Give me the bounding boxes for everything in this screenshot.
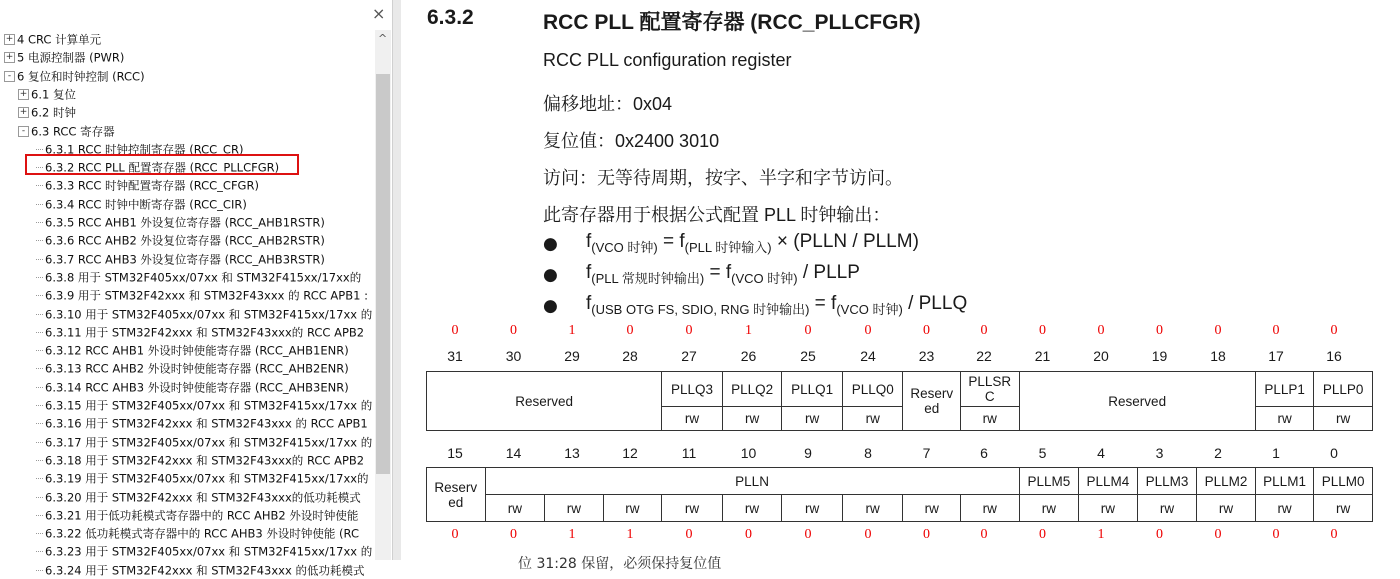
tree-item[interactable] (36, 341, 349, 359)
tree-item[interactable] (18, 103, 76, 121)
tree-item-label: 6.3.1 RCC 时钟控制寄存器 (RCC_CR) (45, 142, 244, 157)
access-rw: rw (842, 407, 903, 431)
bit-number: 11 (681, 445, 697, 461)
reset-value-text: 复位值：0x2400 3010 (543, 131, 720, 151)
tree-item[interactable] (36, 286, 368, 304)
bullet-icon: ● (543, 296, 558, 316)
bit-number: 12 (622, 445, 638, 461)
reset-value-bit: 0 (1039, 527, 1046, 542)
reset-value-bit: 1 (1097, 527, 1105, 542)
bit-number: 4 (1097, 445, 1105, 461)
tree-item[interactable] (36, 378, 349, 396)
tree-item[interactable] (36, 542, 372, 560)
bit-number: 17 (1268, 348, 1284, 364)
footer-text-fragment: 位 31:28 保留，必须保持复位值 (518, 556, 722, 572)
access-rw: rw (1137, 495, 1197, 522)
reset-value-bit: 0 (864, 323, 872, 338)
bit-number: 23 (918, 348, 935, 364)
formula-pllp: $f_{(PLL 常规时钟输出)} = f_{(VCO 时钟)}$ / PLLP (586, 262, 860, 286)
tree-connector (36, 533, 43, 534)
field-pllm1: PLLM1 (1255, 468, 1314, 495)
tree-item[interactable] (36, 250, 325, 268)
tree-item-label: 6.3.20 用于 STM32F42xxx 和 STM32F43xxx的低功耗模式 (45, 490, 361, 504)
bit-number: 29 (564, 348, 580, 364)
tree-item[interactable] (36, 359, 349, 377)
bit-number: 0 (1330, 445, 1338, 461)
field-pllm3: PLLM3 (1137, 468, 1197, 495)
collapse-icon[interactable]: - (18, 126, 29, 137)
reset-value-bit: 0 (864, 527, 872, 542)
bit-number: 3 (1155, 445, 1164, 461)
tree-item-label: 6.3.23 用于 STM32F405xx/07xx 和 STM32F415xx/17xx 的 (45, 544, 373, 559)
bullet-icon: ● (543, 234, 558, 254)
field-pllp0: PLLP0 (1314, 372, 1373, 407)
field-reserved: Reserved (427, 372, 662, 431)
access-rw: rw (722, 495, 782, 522)
tree-item[interactable] (18, 122, 115, 140)
access-text: 访问：无等待周期，按字、半字和字节访问。 (543, 168, 903, 188)
field-pllm2: PLLM2 (1197, 468, 1256, 495)
tree-connector (36, 259, 43, 260)
field-pllq3: PLLQ3 (662, 372, 723, 407)
reset-value-bit: 0 (1097, 323, 1105, 338)
reset-value-bit: 0 (685, 527, 693, 542)
bullet-icon: ● (543, 265, 558, 285)
tree-item[interactable] (36, 305, 372, 323)
scrollbar-thumb[interactable] (376, 74, 390, 474)
access-rw: rw (1314, 495, 1373, 522)
purpose-text: 此寄存器用于根据公式配置 PLL 时钟输出： (543, 205, 891, 225)
bit-number: 24 (860, 348, 876, 364)
tree-item-label: 6.3.21 用于低功耗模式寄存器中的 RCC AHB2 外设时钟使能 (45, 508, 359, 523)
access-rw: rw (1255, 407, 1314, 431)
field-reserved: Reserv ed (903, 372, 961, 431)
formula-pllq: $f_{(USB OTG FS, SDIO, RNG 时钟输出)} = f_{(VCO 时钟)}$ / PLLQ (586, 293, 968, 317)
field-pllsrc: PLLSR C (961, 372, 1020, 407)
collapse-icon[interactable]: - (4, 71, 15, 82)
tree-item[interactable] (4, 30, 101, 48)
field-reserved: Reserved (1019, 372, 1255, 431)
reset-value-bit: 0 (980, 323, 988, 338)
bit-number: 22 (976, 348, 992, 364)
tree-connector (36, 185, 43, 186)
tree-connector (36, 387, 43, 388)
offset-text: 偏移地址：0x04 (543, 94, 673, 114)
reset-value-bit: 0 (626, 323, 634, 338)
access-rw: rw (722, 407, 782, 431)
access-rw: rw (782, 495, 843, 522)
reset-value-bit: 0 (451, 323, 459, 338)
tree-item-label: 6.3.19 用于 STM32F405xx/07xx 和 STM32F415xx/17xx的 (45, 471, 369, 486)
reset-value-bit: 1 (568, 323, 576, 338)
tree-connector (36, 460, 43, 461)
access-rw: rw (1079, 495, 1138, 522)
access-rw: rw (545, 495, 604, 522)
reset-value-bit: 0 (1039, 323, 1046, 338)
tree-connector (36, 405, 43, 406)
tree-item[interactable] (36, 268, 361, 286)
access-rw: rw (782, 407, 843, 431)
access-rw: rw (961, 407, 1020, 431)
tree-connector (36, 570, 43, 571)
reset-value-bit: 0 (685, 323, 693, 338)
reset-value-bit: 0 (1272, 527, 1280, 542)
field-pllm5: PLLM5 (1019, 468, 1079, 495)
tree-item-label: 6.3.24 用于 STM32F42xxx 和 STM32F43xxx 的低功耗模式 (45, 563, 365, 578)
document-page (400, 0, 1400, 572)
reset-value-bit: 0 (1272, 323, 1280, 338)
tree-item[interactable] (36, 488, 361, 506)
tree-item[interactable] (18, 85, 76, 103)
expand-icon[interactable]: + (5, 34, 14, 44)
expand-icon[interactable]: + (19, 88, 28, 99)
tree-item-label: 6.3 RCC 寄存器 (31, 124, 115, 138)
tree-item-label: 6.3.16 用于 STM32F42xxx 和 STM32F43xxx 的 RCC APB1 (45, 416, 368, 431)
tree-item-label: 6.3.17 用于 STM32F405xx/07xx 和 STM32F415xx/17xx 的 (45, 435, 373, 450)
tree-item-label: 6.3.15 用于 STM32F405xx/07xx 和 STM32F415xx/17xx 的 (45, 398, 373, 413)
bit-number: 9 (804, 445, 812, 461)
register-table-low (426, 467, 1373, 522)
field-pllp1: PLLP1 (1255, 372, 1314, 407)
reset-value-bit: 0 (451, 527, 459, 542)
tree-connector (36, 314, 43, 315)
reset-value-bit: 0 (1214, 527, 1222, 542)
tree-connector (36, 442, 43, 443)
tree-item-label: 6.3.14 RCC AHB3 外设时钟使能寄存器 (RCC_AHB3ENR) (45, 380, 349, 395)
reset-value-bit: 0 (1214, 323, 1222, 338)
tree-connector (36, 240, 43, 241)
bit-number: 10 (740, 445, 757, 461)
tree-item-label: 6.3.4 RCC 时钟中断寄存器 (RCC_CIR) (45, 197, 247, 212)
tree-item-label: 6.3.18 用于 STM32F42xxx 和 STM32F43xxx的 RCC APB2 (45, 453, 365, 468)
reset-value-bit: 0 (1330, 527, 1338, 542)
tree-item-label: 4 CRC 计算单元 (17, 32, 102, 47)
section-number: 6.3.2 (427, 6, 474, 29)
tree-item-label: 6.3.11 用于 STM32F42xxx 和 STM32F43xxx的 RCC APB2 (45, 325, 365, 340)
bit-number: 28 (622, 348, 638, 364)
bit-number: 8 (864, 445, 872, 461)
field-reserved: Reserv ed (427, 468, 486, 522)
reset-value-bit: 0 (745, 527, 752, 542)
tree-item-label: 6.3.5 RCC AHB1 外设复位寄存器 (RCC_AHB1RSTR) (45, 215, 325, 230)
formula-vco: $f_{(VCO 时钟)} = f_{(PLL 时钟输入)}$ × (PLLN / PLLM) (586, 231, 919, 255)
bit-number: 26 (740, 348, 757, 364)
tree-connector (36, 551, 43, 552)
tree-connector (36, 222, 43, 223)
section-title: RCC PLL 配置寄存器 (RCC_PLLCFGR) (543, 11, 921, 34)
tree-item[interactable] (36, 396, 372, 414)
reset-value-bit: 0 (923, 323, 930, 338)
tree-item-label: 6.3.2 RCC PLL 配置寄存器 (RCC_PLLCFGR) (45, 160, 280, 175)
tree-item[interactable] (4, 48, 124, 66)
bit-number: 14 (505, 445, 522, 461)
field-pllm4: PLLM4 (1079, 468, 1138, 495)
reset-value-bit: 0 (804, 323, 812, 338)
selected-highlight-box (25, 154, 299, 175)
reset-value-bit: 0 (804, 527, 812, 542)
tree-item-label: 6.3.22 低功耗模式寄存器中的 RCC AHB3 外设时钟使能 (RC (45, 526, 359, 541)
access-rw: rw (903, 495, 961, 522)
access-rw: rw (1255, 495, 1314, 522)
tree-connector (36, 423, 43, 424)
bit-number: 5 (1038, 445, 1047, 461)
tree-item-label: 6.2 时钟 (31, 105, 76, 120)
tree-item-label: 6.3.8 用于 STM32F405xx/07xx 和 STM32F415xx/17xx的 (45, 270, 362, 285)
reset-value-bit: 0 (1156, 323, 1163, 338)
tree-item[interactable] (36, 433, 372, 451)
tree-connector (36, 332, 43, 333)
tree-connector (36, 295, 43, 296)
bit-number: 18 (1210, 348, 1226, 364)
tree-item[interactable] (36, 231, 325, 249)
tree-connector (36, 368, 43, 369)
close-icon[interactable]: × (372, 4, 386, 23)
subtitle: RCC PLL configuration register (543, 50, 792, 70)
bit-number: 25 (800, 348, 816, 364)
tree-item-label: 6.3.12 RCC AHB1 外设时钟使能寄存器 (RCC_AHB1ENR) (45, 343, 349, 358)
expand-icon[interactable]: + (5, 52, 14, 63)
tree-item[interactable] (36, 213, 325, 231)
reset-value-bit: 0 (1156, 527, 1163, 542)
field-plln: PLLN (485, 468, 1019, 495)
bit-number: 20 (1093, 348, 1109, 364)
access-rw: rw (662, 407, 723, 431)
tree-item-label: 6.3.6 RCC AHB2 外设复位寄存器 (RCC_AHB2RSTR) (45, 233, 325, 248)
bit-number: 15 (447, 445, 463, 461)
bit-number: 21 (1034, 348, 1051, 364)
bit-number: 31 (447, 348, 463, 364)
tree-item-label: 5 电源控制器 (PWR) (17, 50, 125, 65)
bit-number: 16 (1326, 348, 1342, 364)
tree-item[interactable] (36, 561, 364, 579)
reset-value-bit: 1 (568, 527, 576, 542)
tree-item[interactable] (36, 469, 369, 487)
tree-item[interactable] (36, 506, 358, 524)
tree-item-label: 6.3.10 用于 STM32F405xx/07xx 和 STM32F415xx/17xx 的 (45, 307, 373, 321)
tree-item-label: 6.3.9 用于 STM32F42xxx 和 STM32F43xxx 的 RCC APB1 : (45, 288, 368, 303)
reset-value-bit: 1 (626, 527, 634, 542)
tree-item[interactable] (4, 67, 145, 85)
bit-number: 6 (980, 445, 988, 461)
field-pllq2: PLLQ2 (722, 372, 782, 407)
tree-connector (36, 478, 43, 479)
reset-value-bit: 0 (1330, 323, 1338, 338)
tree-scrollbar[interactable] (375, 30, 391, 560)
access-rw: rw (485, 495, 545, 522)
tree-connector (36, 350, 43, 351)
bit-number: 13 (564, 445, 580, 461)
access-rw: rw (1197, 495, 1256, 522)
access-rw: rw (842, 495, 903, 522)
bit-number: 1 (1272, 445, 1280, 461)
reset-value-bit: 1 (745, 323, 752, 338)
tree-item[interactable] (36, 195, 247, 213)
field-pllq0: PLLQ0 (842, 372, 903, 407)
reset-value-bit: 0 (980, 527, 988, 542)
tree-item-label: 6.3.13 RCC AHB2 外设时钟使能寄存器 (RCC_AHB2ENR) (45, 361, 349, 376)
reset-value-bit: 0 (510, 323, 517, 338)
reset-value-bit: 0 (923, 527, 930, 542)
scroll-up-icon[interactable]: ^ (378, 32, 388, 45)
register-table-high (426, 371, 1373, 431)
tree-connector (36, 204, 43, 205)
bit-number: 19 (1151, 348, 1168, 364)
field-pllq1: PLLQ1 (782, 372, 843, 407)
field-pllm0: PLLM0 (1314, 468, 1373, 495)
bit-number: 27 (681, 348, 697, 364)
access-rw: rw (1314, 407, 1373, 431)
tree-connector (36, 149, 43, 150)
tree-item-label: 6 复位和时钟控制 (RCC) (17, 69, 145, 84)
access-rw: rw (960, 495, 1019, 522)
tree-item-label: 6.1 复位 (31, 87, 76, 102)
tree-connector (36, 515, 43, 516)
bit-number: 7 (922, 445, 931, 461)
bit-number: 30 (505, 348, 522, 364)
tree-item[interactable] (36, 176, 259, 194)
tree-item-label: 6.3.7 RCC AHB3 外设复位寄存器 (RCC_AHB3RSTR) (45, 252, 325, 267)
reset-value-bit: 0 (510, 527, 517, 542)
access-rw: rw (1019, 495, 1079, 522)
tree-item[interactable] (36, 414, 368, 432)
bookmarks-panel (0, 0, 392, 578)
bit-number: 2 (1214, 445, 1222, 461)
expand-icon[interactable]: + (19, 107, 28, 118)
tree-item[interactable] (36, 451, 364, 469)
tree-item[interactable] (36, 524, 359, 542)
tree-connector (36, 497, 43, 498)
access-rw: rw (603, 495, 662, 522)
tree-item[interactable] (36, 323, 364, 341)
access-rw: rw (662, 495, 723, 522)
tree-connector (36, 277, 43, 278)
tree-item-label: 6.3.3 RCC 时钟配置寄存器 (RCC_CFGR) (45, 178, 259, 193)
